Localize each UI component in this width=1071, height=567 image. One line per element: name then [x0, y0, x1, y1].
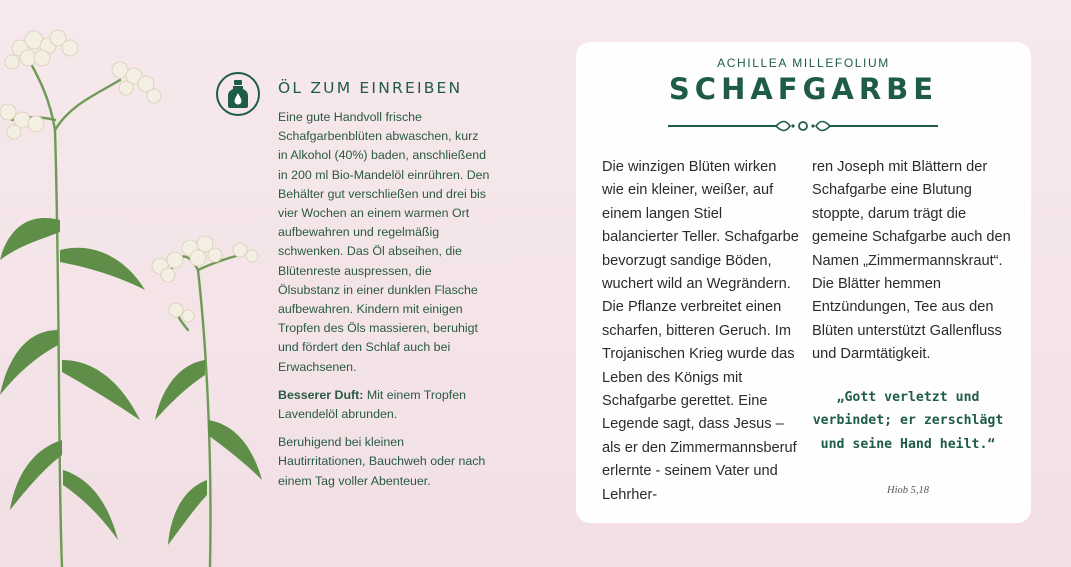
quote-reference: Hiob 5,18: [887, 485, 929, 496]
plant-info-card: [576, 42, 1031, 523]
bible-quote: „Gott verletzt und verbindet; er zerschlägt und seine Hand heilt.“: [812, 390, 1004, 452]
section-heading: ÖL ZUM EINREIBEN: [278, 79, 463, 97]
description-column-2: ren Joseph mit Blättern der Schafgarbe eine Blutung stoppte, darum trägt die gemeine Schafgarbe auch den Namen „Zimmermannskraut“. Die Blätter hemmen Entzündungen, Tee aus den Blüten unterstützt Gallenfluss und Darmtätigkeit.: [812, 159, 1011, 363]
plant-title: SCHAFGARBE: [668, 72, 939, 106]
ornament-divider: [668, 116, 938, 136]
recipe-paragraph: Eine gute Handvoll frische Schafgarbenblüten abwaschen, kurz in Alkohol (40%) baden, anschließend in 200 ml Bio-Mandelöl einrühren. Den Behälter gut verschließen und drei bis vier Wochen an einem warmen Ort aufbewahren und regelmäßig schwenken. Das Öl abseihen, die Blütenreste auspressen, die Ölsubstanz in einer dunklen Flasche aufbewahren. Kindern mit einigen Tropfen des Öls massieren, beruhigt und fördert den Schlaf auch bei Erwachsenen.: [278, 110, 490, 374]
bottle-icon: [216, 72, 260, 116]
tip-label: Besserer Duft:: [278, 387, 364, 402]
latin-name: ACHILLEA MILLEFOLIUM: [717, 56, 890, 70]
usage-paragraph: Beruhigend bei kleinen Hautirritationen, Bauchweh oder nach einem Tag voller Abenteuer.: [278, 435, 486, 488]
tip-paragraph: [278, 386, 490, 424]
oil-recipe-section: [278, 78, 490, 500]
description-column-1: Die winzigen Blüten wirken wie ein kleiner, weißer, auf einem langen Stiel balancierter Teller. Schafgarbe bevorzugt sandige Böden, wuchert wild an Wegrändern. Die Pflanze verbreitet einen scharfen, bitteren Geruch. Im Trojanischen Krieg wurde das Leben des Königs mit Schafgarbe gerettet. Eine Legende sagt, dass Jesus – als er den Zimmermannsberuf erlernte - seinem Vater und Lehrher-: [602, 159, 799, 503]
tip-text: Mit einem Tropfen Lavendelöl abrunden.: [278, 387, 467, 422]
